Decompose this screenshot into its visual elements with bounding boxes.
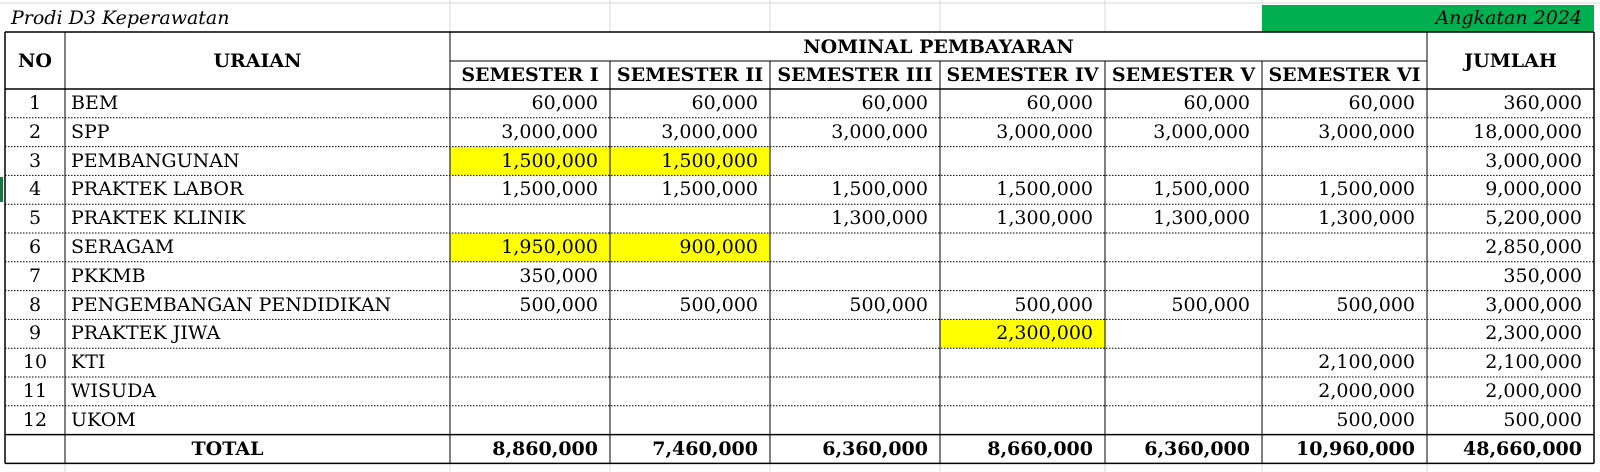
row-no[interactable]: 11 [22,380,48,402]
row-value-semester-1[interactable]: 350,000 [519,264,598,287]
row-value-semester-5[interactable] [1105,319,1262,348]
row-value-semester-1[interactable] [450,348,610,377]
row-value-semester-2[interactable]: 3,000,000 [661,120,758,143]
row-value-semester-3[interactable] [770,262,940,291]
row-value-semester-5[interactable] [1105,147,1262,176]
row-value-semester-1[interactable]: 3,000,000 [501,120,598,143]
row-value-semester-4[interactable]: 3,000,000 [996,120,1093,143]
header-semester-6[interactable]: SEMESTER VI [1268,64,1421,86]
row-value-semester-2[interactable]: 500,000 [679,293,758,316]
row-value-semester-5[interactable]: 60,000 [1183,92,1250,114]
total-semester-4[interactable]: 8,660,000 [987,437,1093,460]
header-jumlah[interactable]: JUMLAH [1464,50,1557,72]
row-uraian[interactable]: PRAKTEK LABOR [71,178,244,201]
row-value-semester-6[interactable]: 500,000 [1336,408,1415,431]
row-value-semester-1[interactable]: 500,000 [519,293,598,316]
row-value-semester-5[interactable]: 500,000 [1171,293,1250,316]
row-value-semester-1[interactable] [450,406,610,435]
row-jumlah[interactable]: 2,300,000 [1485,322,1582,345]
row-value-semester-4[interactable]: 500,000 [1014,293,1093,316]
row-uraian[interactable]: BEM [71,92,119,114]
row-value-semester-5[interactable] [1105,233,1262,262]
row-jumlah[interactable]: 18,000,000 [1473,120,1582,143]
row-value-semester-5[interactable]: 3,000,000 [1153,120,1250,143]
row-no[interactable]: 2 [28,120,42,143]
total-semester-3[interactable]: 6,360,000 [822,437,928,460]
row-value-semester-4[interactable]: 60,000 [1026,92,1093,114]
row-no[interactable]: 4 [28,178,42,201]
row-value-semester-6[interactable] [1262,233,1427,262]
row-value-semester-2[interactable] [610,377,770,406]
row-value-semester-4[interactable] [940,147,1105,176]
row-value-semester-3[interactable] [770,147,940,176]
row-no[interactable]: 10 [22,351,48,374]
row-value-semester-1[interactable]: 1,500,000 [450,147,610,176]
row-value-semester-2[interactable]: 1,500,000 [610,147,770,176]
row-no[interactable]: 9 [28,322,42,345]
row-no[interactable]: 3 [28,149,42,172]
row-jumlah[interactable]: 3,000,000 [1485,293,1582,316]
row-jumlah[interactable]: 5,200,000 [1485,207,1582,230]
row-jumlah[interactable]: 3,000,000 [1485,149,1582,172]
row-value-semester-1[interactable]: 60,000 [531,92,598,114]
row-jumlah[interactable]: 9,000,000 [1485,178,1582,201]
row-value-semester-6[interactable]: 2,100,000 [1318,351,1415,374]
row-no[interactable]: 6 [28,236,42,258]
row-value-semester-2[interactable] [610,319,770,348]
row-uraian[interactable]: PENGEMBANGAN PENDIDIKAN [71,293,392,316]
row-value-semester-1[interactable]: 1,500,000 [501,178,598,201]
header-semester-2[interactable]: SEMESTER II [616,64,764,86]
header-semester-3[interactable]: SEMESTER III [777,64,933,86]
row-no[interactable]: 12 [22,408,48,431]
row-uraian[interactable]: KTI [71,351,106,374]
row-value-semester-2[interactable]: 60,000 [691,92,758,114]
row-value-semester-4[interactable]: 1,500,000 [996,178,1093,201]
header-nominal[interactable]: NOMINAL PEMBAYARAN [803,36,1074,58]
row-jumlah[interactable]: 350,000 [1503,264,1582,287]
row-uraian[interactable]: PEMBANGUNAN [71,149,240,172]
row-value-semester-3[interactable] [770,233,940,262]
row-uraian[interactable]: PRAKTEK JIWA [71,322,221,345]
row-value-semester-6[interactable] [1262,319,1427,348]
row-value-semester-6[interactable] [1262,262,1427,291]
row-no[interactable]: 8 [28,293,42,316]
row-value-semester-5[interactable]: 1,500,000 [1153,178,1250,201]
row-selection-marker [0,177,3,202]
cohort-badge[interactable]: Angkatan 2024 [1262,5,1594,32]
total-jumlah[interactable]: 48,660,000 [1463,437,1582,460]
sheet-title[interactable]: Prodi D3 Keperawatan [11,7,230,29]
row-value-semester-4[interactable] [940,377,1105,406]
row-value-semester-6[interactable]: 60,000 [1348,92,1415,114]
row-value-semester-1[interactable] [450,204,610,233]
row-uraian[interactable]: SERAGAM [71,236,175,258]
row-no[interactable]: 7 [28,264,42,287]
row-value-semester-3[interactable]: 500,000 [849,293,928,316]
row-value-semester-4[interactable] [940,406,1105,435]
row-value-semester-3[interactable] [770,319,940,348]
row-uraian[interactable]: UKOM [71,408,136,431]
total-semester-1[interactable]: 8,860,000 [492,437,598,460]
row-value-semester-4[interactable] [940,348,1105,377]
row-value-semester-1[interactable] [450,319,610,348]
row-uraian[interactable]: PRAKTEK KLINIK [71,207,246,230]
row-no[interactable]: 1 [28,92,42,114]
row-value-semester-3[interactable] [770,348,940,377]
row-jumlah[interactable]: 2,100,000 [1485,351,1582,374]
row-jumlah[interactable]: 2,850,000 [1485,236,1582,258]
row-value-semester-5[interactable] [1105,348,1262,377]
row-value-semester-1[interactable] [450,377,610,406]
row-value-semester-2[interactable] [610,204,770,233]
row-no[interactable]: 5 [28,207,42,230]
row-value-semester-2[interactable]: 1,500,000 [661,178,758,201]
row-value-semester-2[interactable] [610,348,770,377]
row-jumlah[interactable]: 500,000 [1503,408,1582,431]
total-semester-2[interactable]: 7,460,000 [652,437,758,460]
row-value-semester-4[interactable]: 1,300,000 [996,207,1093,230]
row-value-semester-5[interactable] [1105,377,1262,406]
row-value-semester-2[interactable]: 900,000 [610,233,770,262]
row-value-semester-3[interactable]: 1,300,000 [831,207,928,230]
row-value-semester-3[interactable]: 3,000,000 [831,120,928,143]
row-jumlah[interactable]: 360,000 [1503,92,1582,114]
row-jumlah[interactable]: 2,000,000 [1485,380,1582,402]
row-value-semester-1[interactable]: 1,950,000 [450,233,610,262]
row-value-semester-2[interactable] [610,406,770,435]
header-semester-1[interactable]: SEMESTER I [461,64,599,86]
row-value-semester-3[interactable]: 60,000 [861,92,928,114]
row-value-semester-6[interactable]: 1,300,000 [1318,207,1415,230]
row-value-semester-6[interactable]: 1,500,000 [1318,178,1415,201]
total-semester-6[interactable]: 10,960,000 [1296,437,1415,460]
row-value-semester-5[interactable] [1105,406,1262,435]
row-uraian[interactable]: SPP [71,120,110,143]
row-value-semester-5[interactable]: 1,300,000 [1153,207,1250,230]
row-uraian[interactable]: WISUDA [71,380,157,402]
row-value-semester-6[interactable]: 500,000 [1336,293,1415,316]
row-value-semester-6[interactable]: 3,000,000 [1318,120,1415,143]
header-semester-5[interactable]: SEMESTER V [1111,64,1256,86]
row-value-semester-4[interactable] [940,262,1105,291]
row-value-semester-5[interactable] [1105,262,1262,291]
header-no[interactable]: NO [18,50,52,72]
row-value-semester-6[interactable] [1262,147,1427,176]
row-value-semester-3[interactable]: 1,500,000 [831,178,928,201]
row-uraian[interactable]: PKKMB [71,264,146,287]
row-value-semester-2[interactable] [610,262,770,291]
row-value-semester-3[interactable] [770,406,940,435]
row-value-semester-3[interactable] [770,377,940,406]
row-value-semester-4[interactable]: 2,300,000 [940,319,1105,348]
row-value-semester-4[interactable] [940,233,1105,262]
header-uraian[interactable]: URAIAN [213,50,302,72]
row-value-semester-6[interactable]: 2,000,000 [1318,380,1415,402]
header-semester-4[interactable]: SEMESTER IV [946,64,1099,86]
total-label[interactable]: TOTAL [191,437,264,460]
total-semester-5[interactable]: 6,360,000 [1144,437,1250,460]
